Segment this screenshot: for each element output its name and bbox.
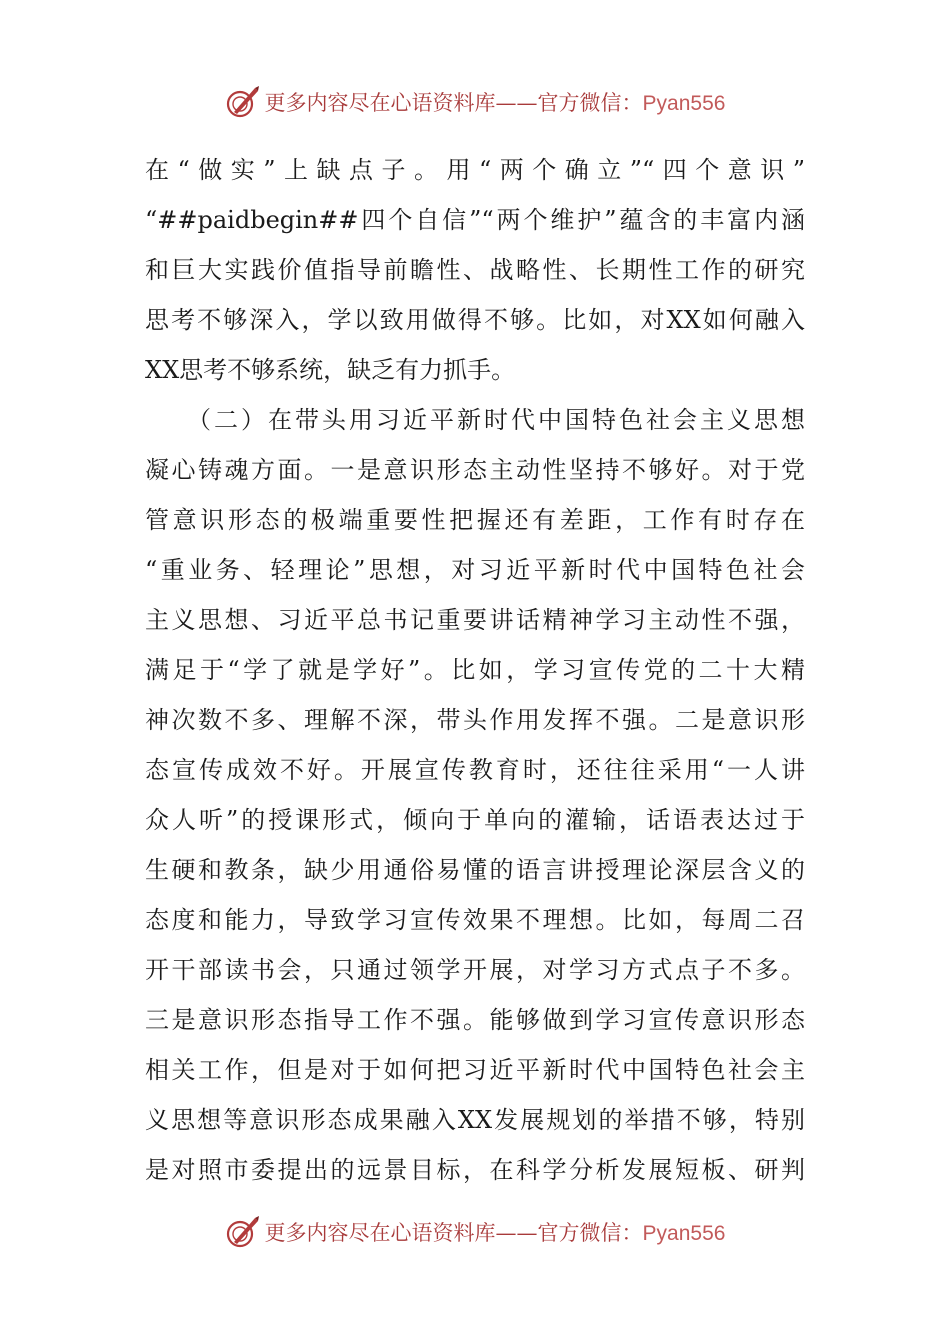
quill-pen-seal-icon bbox=[225, 1214, 261, 1250]
body-line: 义思想等意识形态成果融入XX发展规划的举措不够，特别 bbox=[145, 1106, 805, 1134]
body-line: （二）在带头用习近平新时代中国特色社会主义思想 bbox=[145, 406, 805, 434]
banner-contact-label: 官方微信： bbox=[537, 1221, 643, 1245]
quill-pen-seal-icon bbox=[225, 84, 261, 120]
body-line: 神次数不多、理解不深，带头作用发挥不强。二是意识形 bbox=[145, 706, 805, 734]
body-line: 是对照市委提出的远景目标，在科学分析发展短板、研判 bbox=[145, 1156, 805, 1184]
body-line: 主义思想、习近平总书记重要讲话精神学习主动性不强， bbox=[145, 606, 805, 634]
body-line: “##paidbegin##四个自信”“两个维护”蕴含的丰富内涵 bbox=[145, 206, 805, 234]
body-line: 开干部读书会，只通过领学开展，对学习方式点子不多。 bbox=[145, 956, 805, 984]
banner-title: 更多内容尽在心语资料库 bbox=[264, 1221, 496, 1245]
body-line: 众人听”的授课形式，倾向于单向的灌输，话语表达过于 bbox=[145, 806, 805, 834]
body-line: “重业务、轻理论”思想，对习近平新时代中国特色社会 bbox=[145, 556, 805, 584]
body-line: 满足于“学了就是学好”。比如，学习宣传党的二十大精 bbox=[145, 656, 805, 684]
body-line: 三是意识形态指导工作不强。能够做到学习宣传意识形态 bbox=[145, 1006, 805, 1034]
footer-banner bbox=[0, 1212, 950, 1252]
banner-contact-id: Pyan556 bbox=[642, 92, 726, 115]
banner-dash: —— bbox=[495, 1221, 538, 1245]
banner-dash: —— bbox=[495, 91, 538, 115]
body-line: 态度和能力，导致学习宣传效果不理想。比如，每周二召 bbox=[145, 906, 805, 934]
body-line: 生硬和教条，缺少用通俗易懂的语言讲授理论深层含义的 bbox=[145, 856, 805, 884]
body-line: XX思考不够系统，缺乏有力抓手。 bbox=[145, 356, 516, 384]
body-line: 思考不够深入，学以致用做得不够。比如，对XX如何融入 bbox=[145, 306, 805, 334]
header-banner bbox=[0, 82, 950, 122]
banner-title: 更多内容尽在心语资料库 bbox=[264, 91, 496, 115]
body-line: 态宣传成效不好。开展宣传教育时，还往往采用“一人讲 bbox=[145, 756, 805, 784]
body-line: 凝心铸魂方面。一是意识形态主动性坚持不够好。对于党 bbox=[145, 456, 805, 484]
banner-contact-id: Pyan556 bbox=[642, 1222, 726, 1245]
banner-contact-label: 官方微信： bbox=[537, 91, 643, 115]
body-line: 和巨大实践价值指导前瞻性、战略性、长期性工作的研究 bbox=[145, 256, 805, 284]
body-line: 相关工作，但是对于如何把习近平新时代中国特色社会主 bbox=[145, 1056, 805, 1084]
body-line: 在“做实”上缺点子。用“两个确立”“四个意识” bbox=[145, 156, 805, 184]
body-line: 管意识形态的极端重要性把握还有差距，工作有时存在 bbox=[145, 506, 805, 534]
document-body bbox=[145, 145, 805, 1195]
